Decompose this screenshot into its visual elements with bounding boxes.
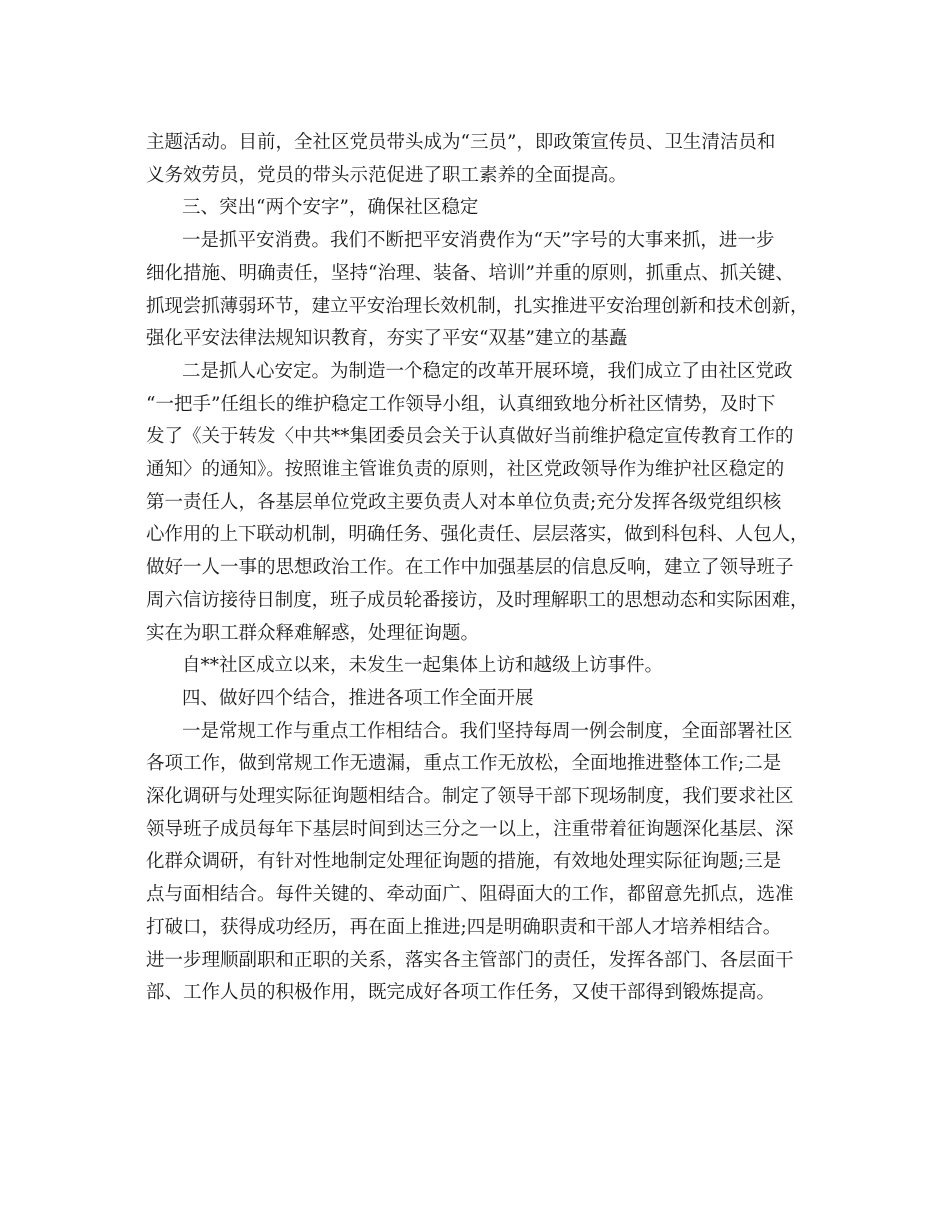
text-line: 第一责任人，各基层单位党政主要负责人对本单位负责;充分发挥各级党组织核 [146, 491, 782, 513]
text-line: 点与面相结合。每件关键的、牵动面广、阻碍面大的工作，都留意先抓点，选准 [146, 884, 794, 906]
text-line: 做好一人一事的思想政治工作。在工作中加强基层的信息反响，建立了领导班子 [146, 557, 794, 579]
text-line: 心作用的上下联动机制，明确任务、强化责任、层层落实，做到科包科、人包人， [146, 524, 809, 546]
text-line: 自**社区成立以来，未发生一起集体上访和越级上访事件。 [182, 655, 664, 677]
text-line: 打破口，获得成功经历，再在面上推进;四是明确职责和干部人才培养相结合。 [146, 916, 782, 938]
text-line: 细化措施、明确责任，坚持“治理、装备、培训”并重的原则，抓重点、抓关键、 [146, 262, 794, 284]
text-line: “一把手”任组长的维护稳定工作领导小组，认真细致地分析社区情势，及时下 [146, 393, 776, 415]
text-line: 化群众调研，有针对性地制定处理征询题的措施，有效地处理实际征询题;三是 [146, 851, 782, 873]
text-line: 义务效劳员，党员的带头示范促进了职工素养的全面提高。 [146, 164, 628, 186]
section-heading: 三、突出“两个安字”，确保社区稳定 [182, 197, 479, 219]
text-line: 强化平安法律法规知识教育，夯实了平安“双基”建立的基矗 [146, 328, 628, 350]
text-line: 周六信访接待日制度，班子成员轮番接访，及时理解职工的思想动态和实际困难， [146, 589, 809, 611]
text-line: 通知〉的通知》。按照谁主管谁负责的原则，社区党政领导作为维护社区稳定的 [146, 459, 785, 481]
text-line: 主题活动。目前，全社区党员带头成为“三员”，即政策宣传员、卫生清洁员和 [146, 132, 776, 153]
text-line: 实在为职工群众释难解惑，处理征询题。 [146, 622, 480, 644]
body-text [146, 127, 811, 1010]
text-line: 二是抓人心安定。为制造一个稳定的改革开展环境，我们成立了由社区党政 [182, 360, 793, 382]
text-line: 发了《关于转发〈中共**集团委员会关于认真做好当前维护稳定宣传教育工作的 [146, 426, 794, 448]
text-line: 一是常规工作与重点工作相结合。我们坚持每周一例会制度，全面部署社区 [182, 720, 793, 742]
text-line: 抓现尝抓薄弱环节，建立平安治理长效机制，扎实推进平安治理创新和技术创新， [146, 295, 809, 317]
text-line: 深化调研与处理实际征询题相结合。制定了领导干部下现场制度，我们要求社区 [146, 786, 794, 808]
text-line: 进一步理顺副职和正职的关系，落实各主管部门的责任，发挥各部门、各层面干 [146, 949, 794, 971]
text-line: 领导班子成员每年下基层时间到达三分之一以上，注重带着征询题深化基层、深 [146, 818, 794, 840]
text-line: 一是抓平安消费。我们不断把平安消费作为“天”字号的大事来抓，进一步 [182, 230, 775, 252]
section-heading: 四、做好四个结合，推进各项工作全面开展 [182, 687, 534, 709]
text-line: 部、工作人员的积极作用，既完成好各项工作任务，又使干部得到锻炼提高。 [146, 982, 776, 1004]
text-line: 各项工作，做到常规工作无遗漏，重点工作无放松，全面地推进整体工作;二是 [146, 753, 782, 775]
